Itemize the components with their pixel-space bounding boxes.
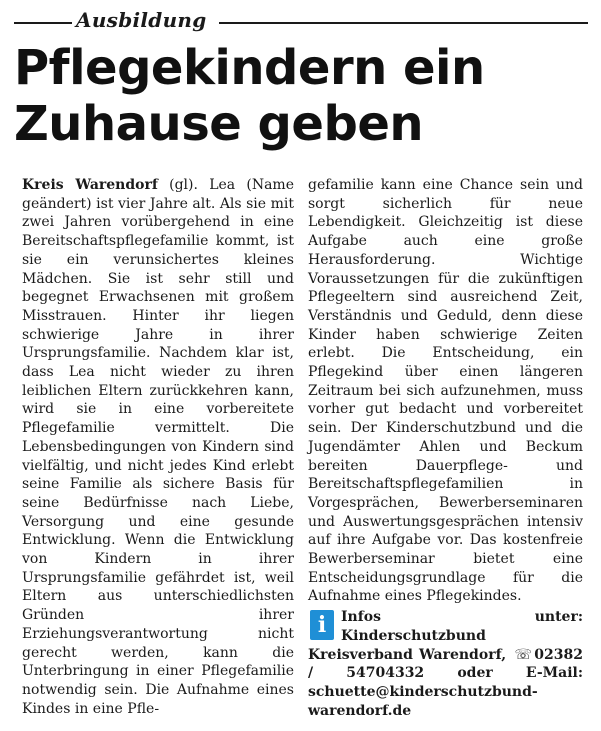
phone-number: 02382 / 54704332 bbox=[308, 646, 583, 682]
body-text-right: gefamilie kann eine Chance sein und sorgt sicherlich für neue Lebendigkeit. Gleichzeitig ist diese Aufgabe auch eine große Herausforderung. Wichtige Voraussetzungen für die zukünftigen Pflegeeltern sind ausreichend Zeit, Verständnis und Geduld, denn diese Kinder haben schwierige Zeiten erlebt. Die Entscheidung, ein Pflegekind über einen längeren Zeitraum bei sich aufzunehmen, muss vorher gut bedacht und vorbereitet sein. Der Kinderschutzbund und die Jugendämter Ahlen und Beckum bereiten Dauerpflege- und Bereitschaftspflegefamilien in Vorgesprächen, Bewerberseminaren und Auswertungsgesprächen intensiv auf ihre Aufgabe vor. Das kostenfreie Bewerberseminar bietet eine Entscheidungsgrundlage für die Aufnahme eines Pflegekindes. bbox=[308, 177, 583, 605]
info-connector: oder bbox=[457, 665, 493, 682]
phone-icon: ☏ bbox=[514, 646, 533, 663]
article-column-right bbox=[308, 176, 583, 720]
info-icon: i bbox=[310, 610, 334, 640]
section-kicker: Ausbildung bbox=[76, 8, 207, 32]
kicker-rule-right bbox=[219, 22, 588, 24]
info-lead: Infos unter: Kinderschutzbund Kreisverband Warendorf, bbox=[308, 609, 583, 663]
article-headline: Pflegekindern ein Zuhause geben bbox=[14, 40, 485, 152]
byline: Kreis Warendorf bbox=[22, 177, 158, 193]
kicker-row bbox=[14, 8, 588, 38]
info-box bbox=[308, 608, 583, 720]
body-text-left: (gl). Lea (Name geändert) ist vier Jahre alt. Als sie mit zwei Jahren vorübergehend in eine Bereitschaftspflegefamilie kommt, ist sie ein verunsichertes kleines Mädchen. Sie ist sehr still und begegnet Erwachsenen mit großem Misstrauen. Hinter ihr liegen schwierige Jahre in ihrer Ursprungsfamilie. Nachdem klar ist, dass Lea nicht wieder zu ihren leiblichen Eltern zurückkehren kann, wird sie in eine vorbereitete Pflegefamilie vermittelt. Die Lebensbedingungen von Kindern sind vielfältig, und nicht jedes Kind erlebt seine Familie als sichere Basis für seine Bedürfnisse nach Liebe, Versorgung und eine gesunde Entwicklung. Wenn die Entwicklung von Kindern in ihrer Ursprungsfamilie gefährdet ist, weil Eltern aus unterschiedlichsten Gründen ihrer Erziehungsverantwortung nicht gerecht werden, kann die Unterbringung in einer Pflegefamilie notwendig sein. Die Aufnahme eines Kindes in eine Pfle- bbox=[22, 177, 294, 717]
email-label: E-Mail: bbox=[525, 665, 584, 682]
email-address: schuette@kinderschutzbund-warendorf.de bbox=[308, 683, 538, 719]
kicker-rule-left bbox=[14, 22, 72, 24]
article-column-left bbox=[22, 176, 294, 718]
